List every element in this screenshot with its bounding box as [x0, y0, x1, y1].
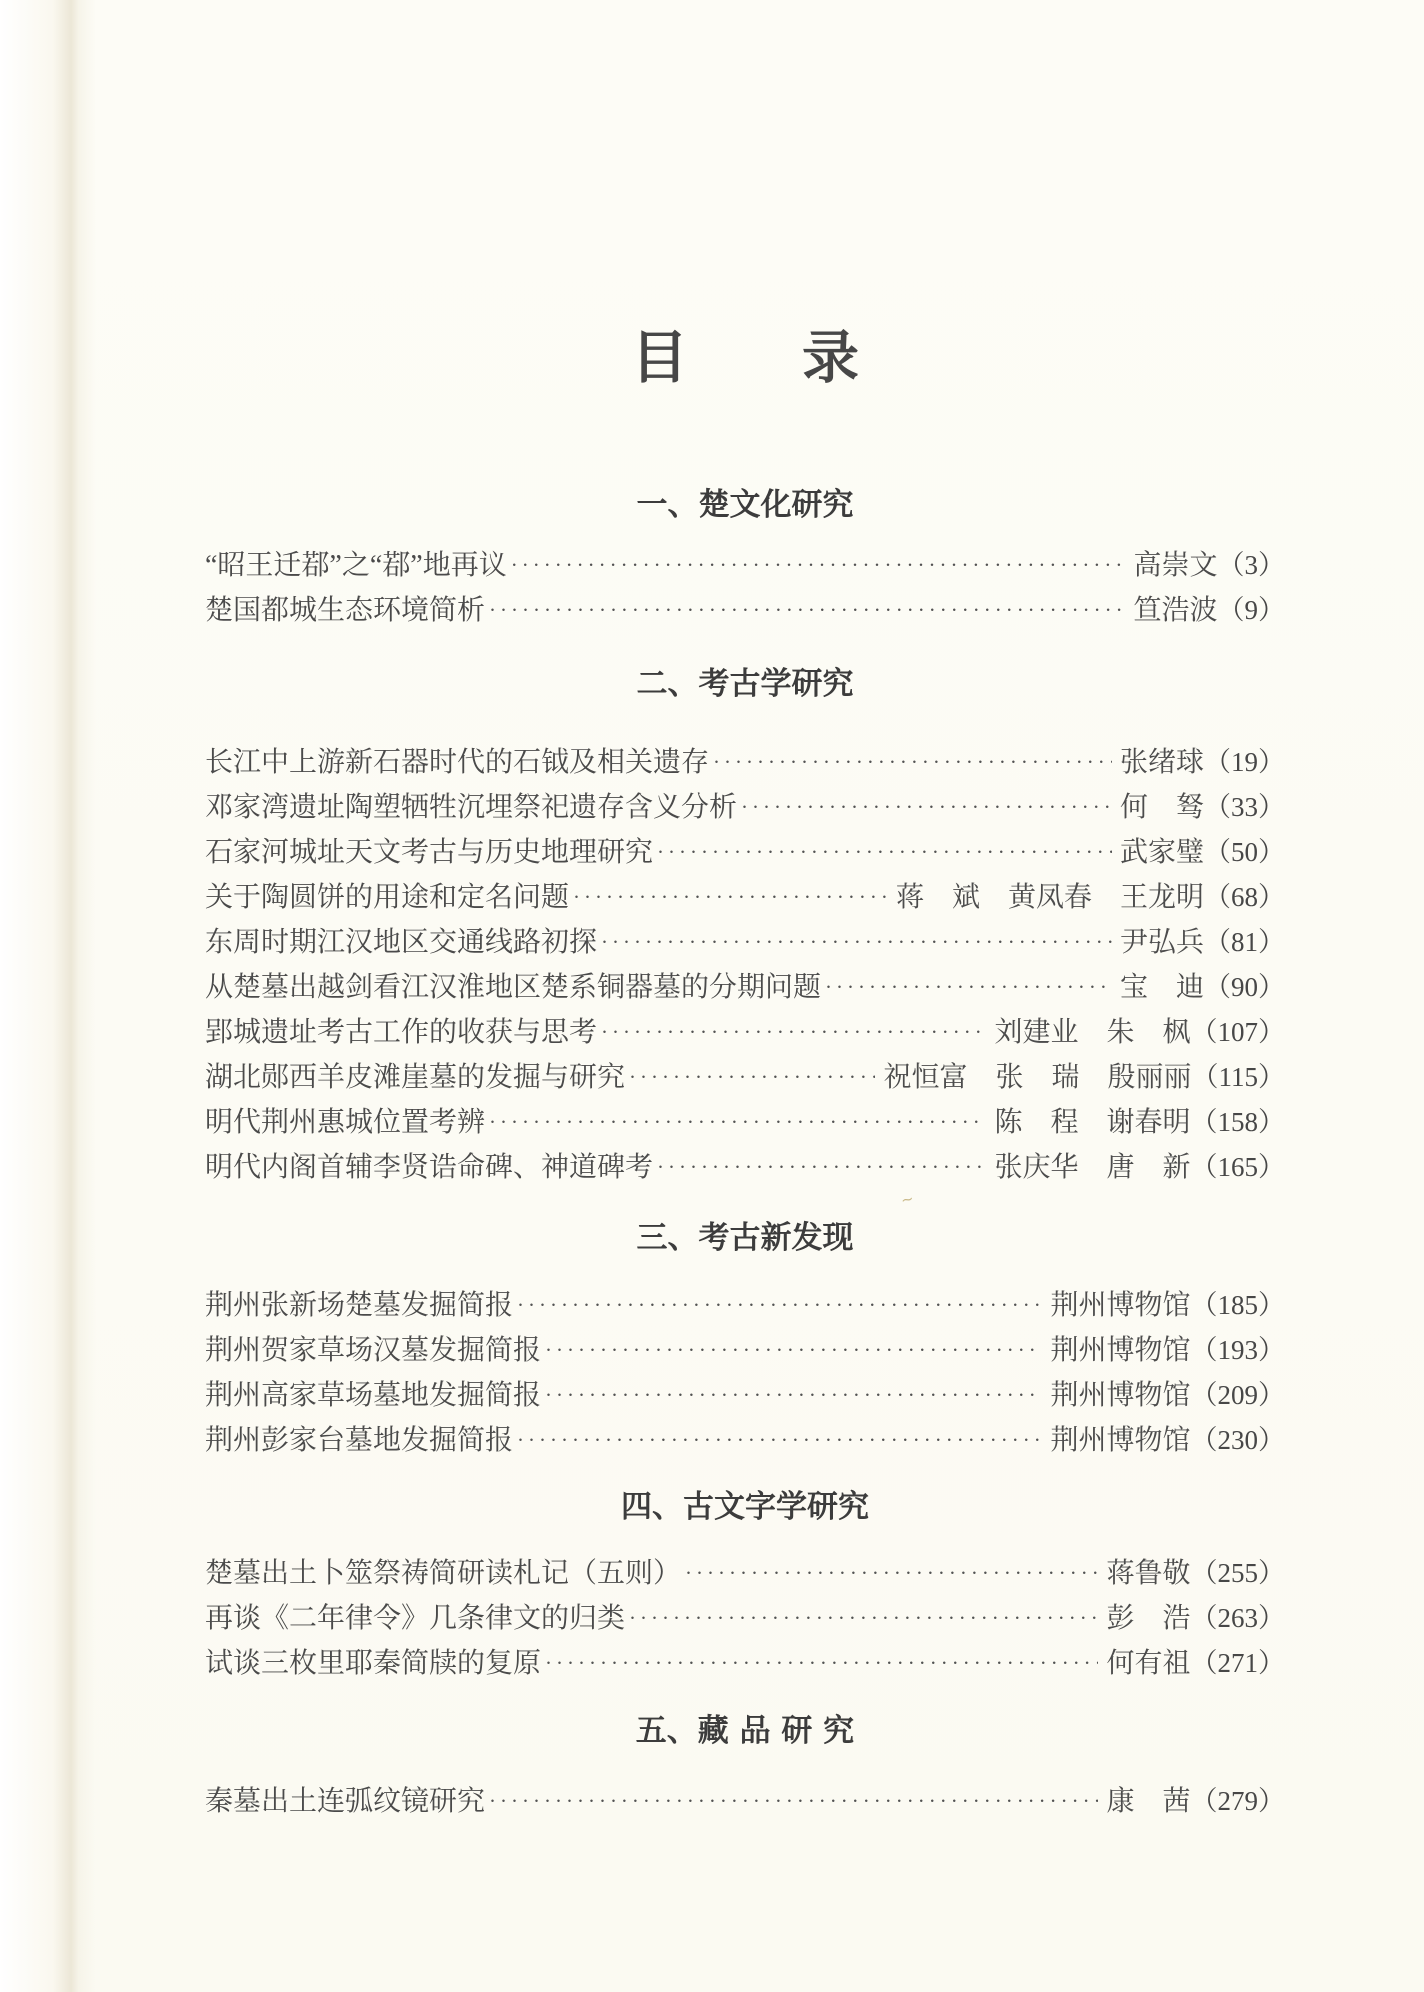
toc-body [205, 487, 1285, 1824]
entry-title: 明代荆州惠城位置考辨 [205, 1107, 486, 1138]
entry-page-number: （279） [1190, 1786, 1285, 1816]
entry-authors: 祝恒富 张 瑞 殷丽丽 [883, 1062, 1192, 1093]
entry-page-number: （90） [1204, 972, 1285, 1002]
dot-leader [573, 875, 888, 920]
entry-page-number: （193） [1190, 1335, 1285, 1365]
toc-entry [205, 543, 1285, 588]
entry-authors: 武家璧 [1119, 837, 1204, 868]
toc-entry [205, 830, 1285, 875]
entry-title: 湖北郧西羊皮滩崖墓的发掘与研究 [205, 1062, 626, 1093]
toc-entry [205, 1779, 1285, 1824]
toc-entry [205, 1373, 1285, 1418]
scan-artifact: ~ [899, 1189, 916, 1210]
toc-entry [205, 1055, 1285, 1100]
toc-section [205, 666, 1285, 1190]
entry-authors: 张绪球 [1119, 747, 1204, 778]
entry-page-number: （3） [1217, 550, 1285, 580]
entry-authors: 荆州博物馆 [1050, 1335, 1191, 1366]
entry-page-number: （158） [1190, 1107, 1285, 1137]
entry-title: 荆州张新场楚墓发掘简报 [205, 1290, 514, 1321]
entry-authors: 荆州博物馆 [1050, 1380, 1191, 1411]
dot-leader [489, 1779, 1098, 1824]
section-heading: 四、古文字学研究 [621, 1489, 869, 1525]
toc-entry [205, 1551, 1285, 1596]
entry-page-number: （165） [1190, 1152, 1285, 1182]
entry-page-number: （185） [1190, 1290, 1285, 1320]
entry-page-number: （271） [1190, 1648, 1285, 1678]
toc-entry [205, 740, 1285, 785]
entry-title: 明代内阁首辅李贤诰命碑、神道碑考 [205, 1152, 654, 1183]
entry-title: 试谈三枚里耶秦简牍的复原 [205, 1648, 542, 1679]
dot-leader [511, 543, 1126, 588]
toc-section [205, 487, 1285, 633]
entry-authors: 荆州博物馆 [1050, 1425, 1191, 1456]
toc-entry [205, 1145, 1285, 1190]
dot-leader [629, 1596, 1098, 1641]
section-heading: 一、楚文化研究 [636, 487, 854, 523]
toc-section [205, 1713, 1285, 1824]
dot-leader [657, 1145, 986, 1190]
toc-entry [205, 875, 1285, 920]
entry-title: 关于陶圆饼的用途和定名问题 [205, 882, 570, 913]
entry-page-number: （33） [1204, 792, 1285, 822]
entry-title: 长江中上游新石器时代的石钺及相关遗存 [205, 747, 710, 778]
entry-authors: 刘建业 朱 枫 [994, 1017, 1191, 1048]
entry-page-number: （255） [1190, 1558, 1285, 1588]
toc-entry [205, 1418, 1285, 1463]
entry-title: 郢城遗址考古工作的收获与思考 [205, 1017, 598, 1048]
section-heading: 二、考古学研究 [636, 666, 854, 702]
entry-authors: 蒋鲁敬 [1106, 1558, 1191, 1589]
section-heading: 五、藏 品 研 究 [635, 1713, 855, 1749]
dot-leader [517, 1418, 1042, 1463]
entry-title: 楚国都城生态环境简析 [205, 595, 486, 626]
toc-entry [205, 1100, 1285, 1145]
entry-page-number: （107） [1190, 1017, 1285, 1047]
entry-page-number: （50） [1204, 837, 1285, 867]
entry-page-number: （209） [1190, 1380, 1285, 1410]
entry-page-number: （81） [1204, 927, 1285, 957]
entry-authors: 何 驽 [1119, 792, 1204, 823]
dot-leader [489, 1100, 986, 1145]
entry-page-number: （115） [1191, 1062, 1285, 1092]
toc-entry [205, 1596, 1285, 1641]
toc-entry [205, 1283, 1285, 1328]
toc-entry [205, 1010, 1285, 1055]
entry-page-number: （68） [1204, 882, 1285, 912]
entry-authors: 荆州博物馆 [1050, 1290, 1191, 1321]
toc-entry [205, 920, 1285, 965]
section-entries [205, 1779, 1285, 1824]
entry-title: 荆州高家草场墓地发掘简报 [205, 1380, 542, 1411]
entry-authors: 尹弘兵 [1119, 927, 1204, 958]
dot-leader [629, 1055, 875, 1100]
entry-authors: 何有祖 [1106, 1648, 1191, 1679]
entry-title: 荆州贺家草场汉墓发掘简报 [205, 1335, 542, 1366]
entry-title: 东周时期江汉地区交通线路初探 [205, 927, 598, 958]
entry-page-number: （263） [1190, 1603, 1285, 1633]
toc-content [205, 0, 1285, 1824]
entry-title: 从楚墓出越剑看江汉淮地区楚系铜器墓的分期问题 [205, 972, 822, 1003]
section-entries [205, 543, 1285, 633]
toc-section [205, 1489, 1285, 1686]
entry-authors: 宝 迪 [1119, 972, 1204, 1003]
toc-section [205, 1220, 1285, 1463]
dot-leader [517, 1283, 1042, 1328]
toc-entry [205, 588, 1285, 633]
page-edge-shadow [0, 0, 96, 1992]
dot-leader [713, 740, 1112, 785]
dot-leader [825, 965, 1112, 1010]
dot-leader [685, 1551, 1098, 1596]
entry-title: 石家河城址天文考古与历史地理研究 [205, 837, 654, 868]
entry-title: 楚墓出土卜筮祭祷简研读札记（五则） [205, 1558, 682, 1589]
entry-authors: 笪浩波 [1133, 595, 1218, 626]
dot-leader [489, 588, 1125, 633]
entry-authors: 康 茜 [1106, 1786, 1191, 1817]
dot-leader [545, 1328, 1042, 1373]
section-heading: 三、考古新发现 [636, 1220, 854, 1256]
toc-entry [205, 965, 1285, 1010]
section-entries [205, 1283, 1285, 1463]
entry-title: 再谈《二年律令》几条律文的归类 [205, 1603, 626, 1634]
toc-entry [205, 785, 1285, 830]
dot-leader [545, 1373, 1042, 1418]
dot-leader [741, 785, 1112, 830]
toc-entry [205, 1641, 1285, 1686]
dot-leader [657, 830, 1112, 875]
section-entries [205, 740, 1285, 1190]
dot-leader [545, 1641, 1098, 1686]
entry-authors: 陈 程 谢春明 [994, 1107, 1191, 1138]
entry-page-number: （19） [1204, 747, 1285, 777]
dot-leader [601, 920, 1112, 965]
entry-page-number: （230） [1190, 1425, 1285, 1455]
entry-page-number: （9） [1217, 595, 1285, 625]
entry-authors: 蒋 斌 黄凤春 王龙明 [895, 882, 1204, 913]
section-entries [205, 1551, 1285, 1686]
dot-leader [601, 1010, 986, 1055]
entry-title: 秦墓出土连弧纹镜研究 [205, 1786, 486, 1817]
entry-authors: 高崇文 [1133, 550, 1218, 581]
page-title: 目 录 [631, 327, 859, 390]
entry-authors: 张庆华 唐 新 [994, 1152, 1191, 1183]
entry-authors: 彭 浩 [1106, 1603, 1191, 1634]
toc-entry [205, 1328, 1285, 1373]
entry-title: “昭王迁鄀”之“鄀”地再议 [205, 550, 507, 581]
entry-title: 邓家湾遗址陶塑牺牲沉埋祭祀遗存含义分析 [205, 792, 738, 823]
entry-title: 荆州彭家台墓地发掘简报 [205, 1425, 514, 1456]
